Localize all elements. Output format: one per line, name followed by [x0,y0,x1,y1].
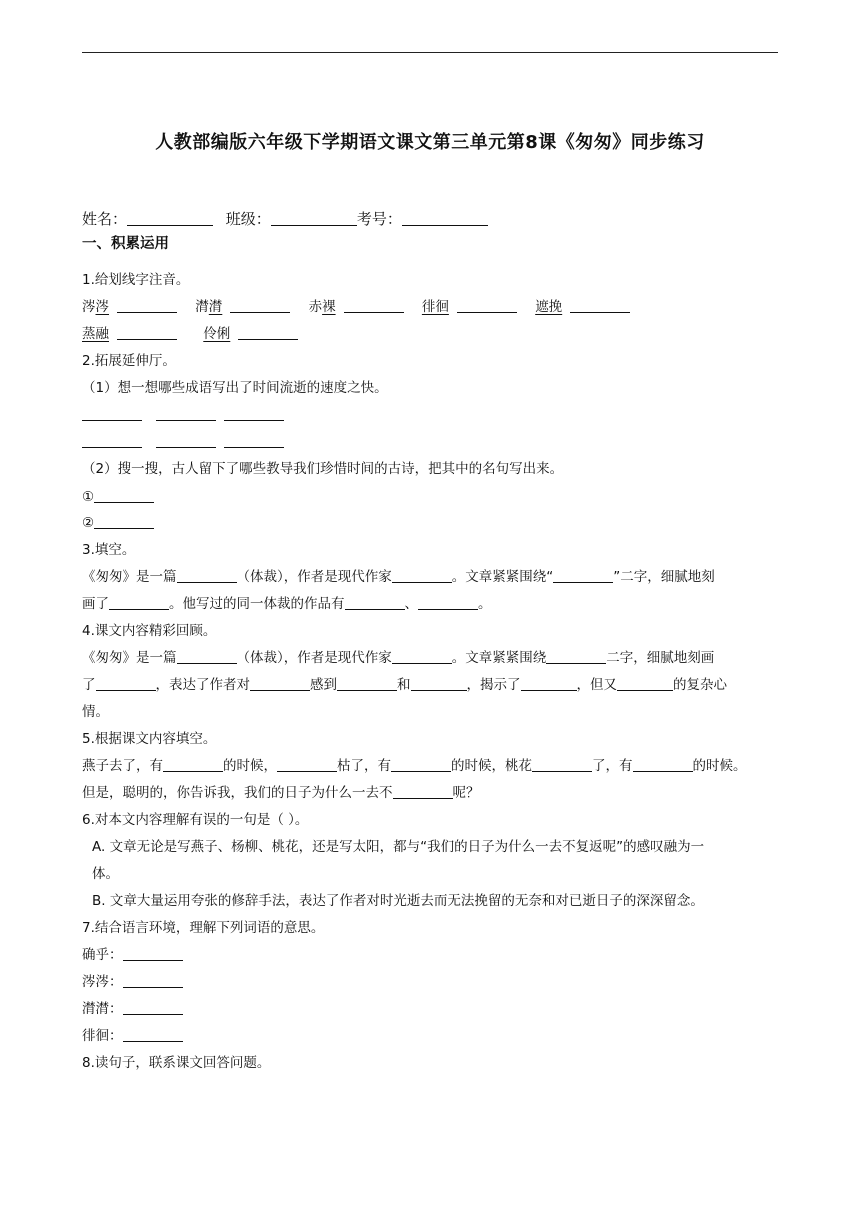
fill-blank[interactable] [532,757,592,772]
option-a-line1[interactable]: A. 文章无论是写燕子、杨柳、桃花，还是写太阳，都与“我们的日子为什么一去不复返呢”的感叹融为一 [92,839,705,855]
pinyin-blank[interactable] [238,325,298,340]
q7-word1: 确乎： [82,946,782,964]
exam-label: 考号： [356,210,402,228]
fill-blank[interactable] [250,676,310,691]
q1-row2 [82,325,782,343]
name-label: 姓名： [82,210,128,228]
fill-blank[interactable] [553,568,613,583]
option-b[interactable]: B. 文章大量运用夸张的修辞手法，表达了作者对时光逝去而无法挽留的无奈和对已逝日子的深深留念。 [92,893,704,909]
fill-blank[interactable] [392,649,452,664]
fill-blank[interactable] [177,649,237,664]
q6-prompt: 6.对本文内容理解有误的一句是（ ）。 [82,812,309,828]
fill-blank[interactable] [633,757,693,772]
q7-word3: 潸潸： [82,1000,782,1018]
idiom-blanks-row1 [82,406,782,424]
q3-line2: 画了 。他写过的同一体裁的作品有 、 。 [82,596,492,612]
poem-blank[interactable] [94,488,154,503]
word-3: 赤裸 [308,299,336,315]
q4-line1: 《匆匆》是一篇 （体裁），作者是现代作家 。文章紧紧围绕 二字，细腻地刻画 [82,650,715,666]
fill-blank[interactable] [521,676,577,691]
q7-prompt: 7.结合语言环境，理解下列词语的意思。 [82,920,325,936]
fill-blank[interactable] [392,568,452,583]
word-6: 蒸融 [82,326,109,342]
idiom-blanks-row2 [82,433,782,451]
idiom-blank[interactable] [82,406,142,421]
fill-blank[interactable] [277,757,337,772]
option-a-line2: 体。 [92,866,119,882]
pinyin-blank[interactable] [117,325,177,340]
idiom-blank[interactable] [224,433,284,448]
q5-prompt: 5.根据课文内容填空。 [82,731,217,747]
word-2: 潸潸 [195,299,223,315]
idiom-blank[interactable] [156,406,216,421]
fill-blank[interactable] [109,595,169,610]
class-blank[interactable] [271,211,357,226]
q4-line2: 了 ，表达了作者对 感到 和 ，揭示了 ，但又 的复杂心 [82,677,727,693]
class-label: 班级： [225,210,271,228]
q3-line1: 《匆匆》是一篇 （体裁），作者是现代作家 。文章紧紧围绕“ ”二字，细腻地刻 [82,569,715,585]
idiom-blank[interactable] [224,406,284,421]
fill-blank[interactable] [617,676,673,691]
fill-blank[interactable] [345,595,405,610]
poem-blank[interactable] [94,514,154,529]
q5-line2: 但是，聪明的，你告诉我，我们的日子为什么一去不 呢？ [82,785,480,801]
pinyin-blank[interactable] [570,298,630,313]
q1-row1 [82,298,782,316]
q7-word4: 徘徊： [82,1027,782,1045]
word-4: 徘徊 [421,299,449,315]
fill-blank[interactable] [411,676,467,691]
page-title: 人教部编版六年级下学期语文课文第三单元第8课《匆匆》同步练习 [155,132,705,153]
q4-prompt: 4.课文内容精彩回顾。 [82,623,217,639]
meaning-blank[interactable] [123,1000,183,1015]
q2-prompt: 2.拓展延伸厅。 [82,353,176,369]
fill-blank[interactable] [546,649,606,664]
idiom-blank[interactable] [156,433,216,448]
pinyin-blank[interactable] [117,298,177,313]
fill-blank[interactable] [163,757,223,772]
pinyin-blank[interactable] [457,298,517,313]
fill-blank[interactable] [337,676,397,691]
fill-blank[interactable] [393,784,453,799]
meaning-blank[interactable] [123,946,183,961]
fill-blank[interactable] [96,676,156,691]
meaning-blank[interactable] [123,973,183,988]
word-1: 涔涔 [82,299,109,315]
q7-word2: 涔涔： [82,973,782,991]
student-info-line [82,210,782,228]
q2-sub2: （2）搜一搜，古人留下了哪些教导我们珍惜时间的古诗，把其中的名句写出来。 [82,461,564,477]
section-heading: 一、积累运用 [82,236,169,252]
q8-prompt: 8.读句子，联系课文回答问题。 [82,1055,271,1071]
word-7: 伶俐 [203,326,231,342]
q2-sub1: （1）想一想哪些成语写出了时间流逝的速度之快。 [82,380,388,396]
poem-line-2: ② [82,514,782,532]
header-rule [82,52,778,53]
pinyin-blank[interactable] [230,298,290,313]
meaning-blank[interactable] [123,1027,183,1042]
idiom-blank[interactable] [82,433,142,448]
q4-line3: 情。 [82,704,109,720]
name-blank[interactable] [127,211,213,226]
pinyin-blank[interactable] [344,298,404,313]
q5-line1: 燕子去了，有 的时候， 枯了，有 的时候，桃花 了，有 的时候。 [82,758,747,774]
fill-blank[interactable] [418,595,478,610]
fill-blank[interactable] [177,568,237,583]
exam-blank[interactable] [402,211,488,226]
q3-prompt: 3.填空。 [82,542,136,558]
fill-blank[interactable] [391,757,451,772]
q1-prompt: 1.给划线字注音。 [82,272,190,288]
poem-line-1: ① [82,488,782,506]
word-5: 遮挽 [535,299,563,315]
